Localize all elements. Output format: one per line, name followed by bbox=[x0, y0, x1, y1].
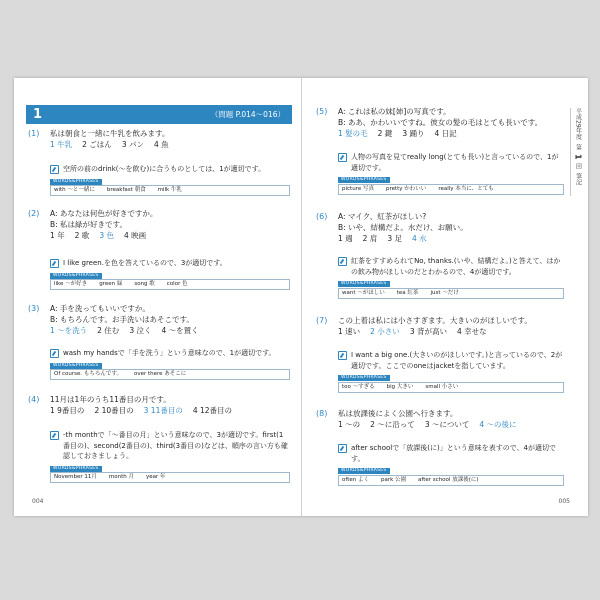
answer-choices bbox=[338, 233, 564, 244]
pencil-icon bbox=[50, 259, 59, 268]
problem-page-ref: （問題 P.014～016） bbox=[210, 110, 285, 119]
question-text-line: 11月は1年のうち11番目の月です。 bbox=[50, 395, 171, 404]
answer-choice: 3 パン bbox=[121, 140, 144, 149]
left-page bbox=[14, 78, 301, 516]
explanation-note bbox=[338, 256, 564, 299]
question-text-line: 私は放課後によく公園へ行きます。 bbox=[338, 409, 458, 418]
question-text-line: A: あなたは何色が好きですか。 bbox=[50, 209, 158, 218]
explanation-note bbox=[50, 348, 290, 380]
words-phrases-box bbox=[50, 279, 290, 290]
pencil-icon bbox=[338, 444, 347, 453]
vocab-item: like ～が好き bbox=[54, 281, 88, 287]
question-body bbox=[50, 394, 290, 416]
question-number: (5) bbox=[316, 107, 328, 116]
question-block bbox=[28, 394, 290, 416]
question-block bbox=[28, 303, 290, 336]
section-header bbox=[26, 105, 292, 124]
correct-choice: 3 色 bbox=[99, 231, 114, 240]
vocab-item: year 年 bbox=[145, 474, 166, 480]
vocab-item: park 公園 bbox=[380, 476, 407, 483]
explanation-note bbox=[338, 152, 564, 195]
answer-choice: 2 ごはん bbox=[82, 140, 112, 149]
answer-choice: 3 踊り bbox=[402, 129, 425, 138]
answer-choice: 4 日記 bbox=[434, 129, 457, 138]
answer-choice: 2 肩 bbox=[362, 234, 378, 243]
answer-choices bbox=[50, 230, 290, 241]
question-block bbox=[28, 128, 290, 150]
vocab-item: with ～と一緒に bbox=[54, 187, 95, 193]
explanation-text: after schoolで「放課後(に)」という意味を表すので、4が適切です。 bbox=[351, 444, 557, 463]
vocab-item: color 色 bbox=[166, 281, 188, 287]
vocab-item: often よく bbox=[342, 476, 369, 483]
answer-choice: 3 背が高い bbox=[409, 327, 447, 336]
explanation-text: 紅茶をすすめられてNo, thanks.(いや、結構だよ。)と答えて、はかの飲み物がほしいのだとわかるので、4が適切です。 bbox=[351, 257, 561, 276]
explanation-note bbox=[338, 443, 564, 486]
pencil-icon bbox=[50, 165, 59, 174]
words-phrases-label: WORDS&PHRASES bbox=[338, 177, 390, 183]
answer-choice: 1 年 bbox=[50, 231, 65, 240]
vocab-item: breakfast 朝食 bbox=[106, 187, 146, 193]
words-phrases-label: WORDS&PHRASES bbox=[338, 468, 390, 474]
side-tab-year: 平成29年度 bbox=[574, 108, 582, 140]
vocab-item: want ～がほしい bbox=[342, 289, 385, 296]
question-number: (4) bbox=[28, 395, 40, 404]
correct-choice: 4 水 bbox=[411, 234, 427, 243]
question-number: (6) bbox=[316, 212, 328, 221]
vocab-item: November 11月 bbox=[54, 474, 97, 480]
side-tab-kai-number: 1 bbox=[573, 153, 583, 160]
question-body bbox=[338, 211, 564, 244]
answer-choices bbox=[338, 128, 564, 139]
answer-choices bbox=[50, 325, 290, 336]
vocab-item: tea 紅茶 bbox=[396, 289, 419, 296]
explanation-text: 人物の写真を見てreally long(とても長い)と言っているので、1が適切です。 bbox=[351, 153, 559, 172]
explanation-text: I like green.を色を答えているので、3が適切です。 bbox=[63, 259, 227, 267]
words-phrases-label: WORDS&PHRASES bbox=[338, 281, 390, 287]
vocab-item: Of course. もちろんです。 bbox=[54, 371, 122, 377]
question-text-line: B: いや、結構だよ。水だけ、お願い。 bbox=[338, 223, 468, 232]
words-phrases-box bbox=[50, 185, 290, 196]
question-text-line: この上着は私には小さすぎます。大きいのがほしいです。 bbox=[338, 316, 532, 325]
vocab-item: just ～だけ bbox=[430, 289, 459, 296]
correct-choice: 1 髪の毛 bbox=[338, 129, 368, 138]
question-text-line: 私は朝食と一緒に牛乳を飲みます。 bbox=[50, 129, 170, 138]
explanation-text: -th monthで「～番目の月」という意味なので、3が適切です。first(1番目の)、second(2番目の)、third(3番目の)などは、順序の言い方も確認しておきましょう。 bbox=[63, 431, 288, 460]
answer-choice: 2 鍵 bbox=[377, 129, 393, 138]
vocab-item: over there あそこに bbox=[133, 371, 187, 377]
book-spread bbox=[14, 78, 588, 516]
question-text-line: B: 私は緑が好きです。 bbox=[50, 220, 127, 229]
words-phrases-box bbox=[338, 288, 564, 299]
vocab-item: really 本当に、とても bbox=[438, 185, 494, 192]
explanation-note bbox=[50, 258, 290, 290]
vocab-item: big 大きい bbox=[386, 383, 414, 390]
words-phrases-box bbox=[50, 472, 290, 483]
words-phrases-box bbox=[50, 369, 290, 380]
question-text-line: B: ああ、かわいいですね。彼女の髪の毛はとても長いです。 bbox=[338, 118, 543, 127]
vocab-item: picture 写真 bbox=[342, 185, 374, 192]
words-phrases-label: WORDS&PHRASES bbox=[338, 375, 390, 381]
vocab-item: song 歌 bbox=[134, 281, 155, 287]
words-phrases-box bbox=[338, 184, 564, 195]
question-body bbox=[338, 408, 564, 430]
pencil-icon bbox=[50, 431, 59, 440]
answer-choice: 4 ～を置く bbox=[161, 326, 199, 335]
words-phrases-label: WORDS&PHRASES bbox=[50, 273, 102, 279]
answer-choices bbox=[50, 405, 290, 416]
question-body bbox=[50, 128, 290, 150]
question-block bbox=[316, 315, 564, 337]
page-number-left: 004 bbox=[32, 498, 44, 505]
explanation-text: 空所の前のdrink(～を飲む)に合うものとしては、1が適切です。 bbox=[63, 165, 266, 173]
answer-choice: 1 9番目の bbox=[50, 406, 85, 415]
side-tab-kai-label: 第 bbox=[574, 143, 582, 150]
correct-choice: 2 小さい bbox=[370, 327, 400, 336]
answer-choices bbox=[338, 326, 564, 337]
answer-choice: 3 泣く bbox=[129, 326, 152, 335]
explanation-text: I want a big one.(大きいのがほしいです。)と言っているので、2が適切です。ここでのoneはjacketを指しています。 bbox=[351, 351, 563, 370]
answer-choices bbox=[50, 139, 290, 150]
question-block bbox=[316, 211, 564, 244]
vocab-item: small 小さい bbox=[425, 383, 459, 390]
explanation-text: wash my handsで「手を洗う」という意味なので、1が適切です。 bbox=[63, 349, 276, 357]
answer-choice: 1 週 bbox=[338, 234, 353, 243]
question-body bbox=[338, 315, 564, 337]
question-text-line: A: これは私の妹[姉]の写真です。 bbox=[338, 107, 451, 116]
answer-choice: 4 魚 bbox=[153, 140, 169, 149]
vocab-item: pretty かわいい bbox=[385, 185, 427, 192]
answer-choice: 4 12番目の bbox=[192, 406, 233, 415]
vocab-item: after school 放課後(に) bbox=[418, 476, 479, 483]
answer-choice: 2 歌 bbox=[74, 231, 90, 240]
answer-choice: 2 住む bbox=[97, 326, 120, 335]
question-number: (2) bbox=[28, 209, 40, 218]
words-phrases-box bbox=[338, 382, 564, 393]
question-number: (7) bbox=[316, 316, 328, 325]
answer-choice: 1 速い bbox=[338, 327, 361, 336]
answer-choice: 2 10番目の bbox=[94, 406, 134, 415]
answer-choice: 4 幸せな bbox=[456, 327, 487, 336]
answer-choice: 3 ～について bbox=[424, 420, 470, 429]
right-page bbox=[302, 78, 588, 516]
answer-choice: 1 ～の bbox=[338, 420, 361, 429]
question-text-line: A: 手を洗ってもいいですか。 bbox=[50, 304, 150, 313]
pencil-icon bbox=[338, 351, 347, 360]
vocab-item: green 緑 bbox=[99, 281, 123, 287]
vocab-item: month 月 bbox=[108, 474, 134, 480]
words-phrases-box bbox=[338, 475, 564, 486]
side-tab-kai-suffix: 回 bbox=[574, 163, 582, 170]
answer-choice: 4 映画 bbox=[123, 231, 147, 240]
words-phrases-label: WORDS&PHRASES bbox=[50, 363, 102, 369]
question-number: (3) bbox=[28, 304, 40, 313]
correct-choice: 3 11番目の bbox=[143, 406, 183, 415]
correct-choice: 1 牛乳 bbox=[50, 140, 73, 149]
vocab-item: too ～すぎる bbox=[342, 383, 375, 390]
correct-choice: 4 ～の後に bbox=[479, 420, 517, 429]
explanation-note bbox=[50, 164, 290, 196]
pencil-icon bbox=[50, 349, 59, 358]
explanation-note bbox=[338, 350, 564, 393]
question-body bbox=[50, 303, 290, 336]
question-body bbox=[338, 106, 564, 139]
answer-choices bbox=[338, 419, 564, 430]
explanation-note bbox=[50, 430, 290, 483]
answer-choice: 2 ～に沿って bbox=[370, 420, 415, 429]
section-number: 1 bbox=[33, 107, 43, 122]
vocab-item: milk 牛乳 bbox=[157, 187, 182, 193]
question-number: (1) bbox=[28, 129, 40, 138]
question-block bbox=[28, 208, 290, 241]
pencil-icon bbox=[338, 257, 347, 266]
question-block bbox=[316, 408, 564, 430]
question-body bbox=[50, 208, 290, 241]
question-text-line: A: マイク、紅茶がほしい? bbox=[338, 212, 427, 221]
pencil-icon bbox=[338, 153, 347, 162]
side-index-tab bbox=[570, 108, 585, 196]
side-tab-section: 筆記 bbox=[574, 173, 582, 186]
question-block bbox=[316, 106, 564, 139]
page-number-right: 005 bbox=[558, 498, 570, 505]
question-text-line: B: もちろんです。お手洗いはあそこです。 bbox=[50, 315, 194, 324]
words-phrases-label: WORDS&PHRASES bbox=[50, 179, 102, 185]
correct-choice: 1 ～を洗う bbox=[50, 326, 88, 335]
answer-choice: 3 足 bbox=[387, 234, 402, 243]
words-phrases-label: WORDS&PHRASES bbox=[50, 466, 102, 472]
question-number: (8) bbox=[316, 409, 328, 418]
